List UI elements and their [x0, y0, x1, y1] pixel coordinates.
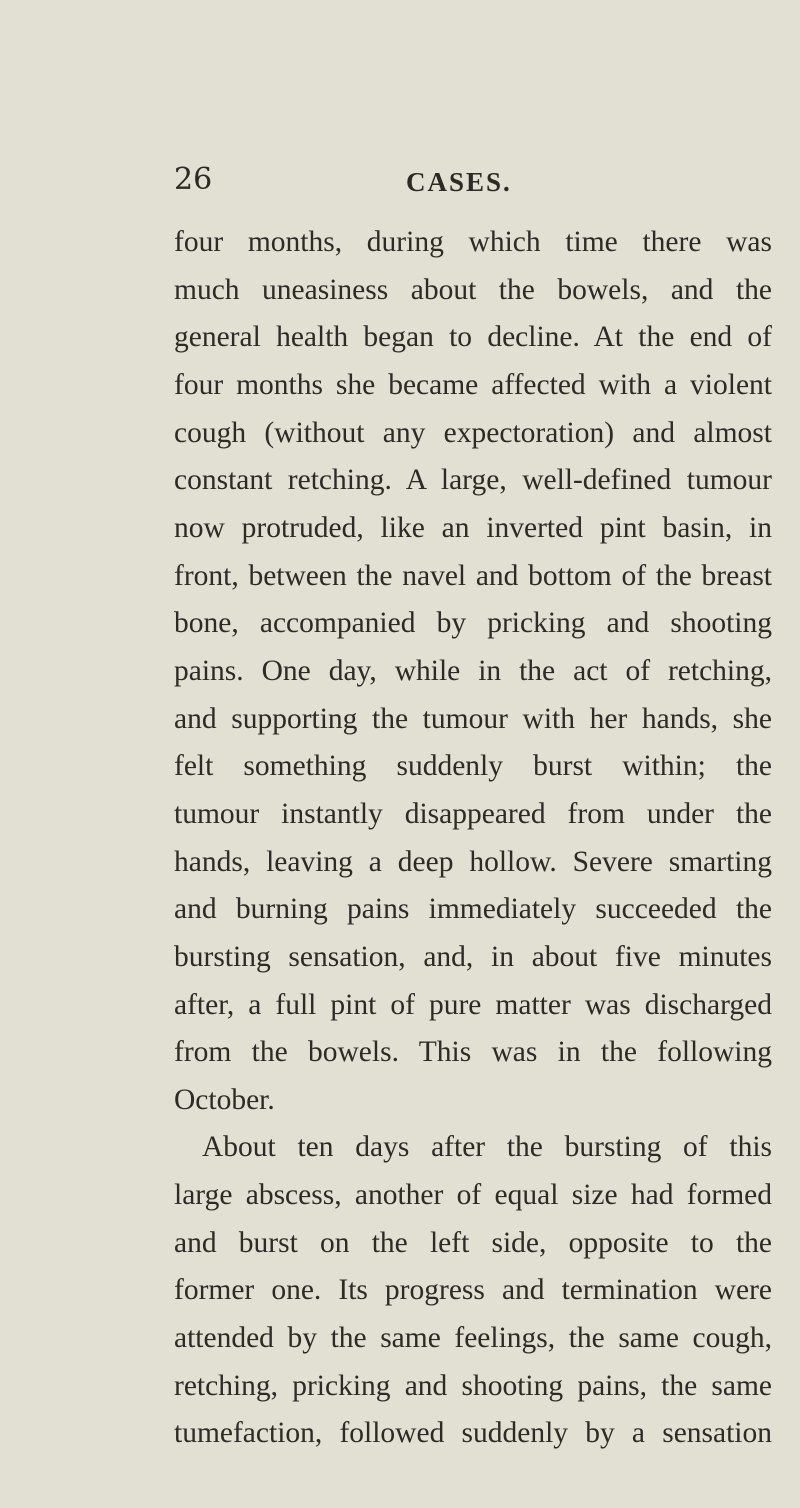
- text-line: October.: [174, 1083, 275, 1116]
- text-line: four months she became affected with a violent: [174, 368, 772, 401]
- body-text: [174, 219, 772, 1458]
- text-line: retching, pricking and shooting pains, the same: [174, 1369, 772, 1402]
- text-line: former one. Its progress and termination were: [174, 1274, 772, 1307]
- paragraph-2: [174, 1124, 772, 1458]
- text-line: after, a full pint of pure matter was discharged: [174, 988, 772, 1021]
- text-line: from the bowels. This was in the following: [174, 1036, 772, 1069]
- page-header: [174, 160, 774, 200]
- text-line: About ten days after the bursting of this: [202, 1131, 772, 1164]
- paragraph-1: [174, 219, 772, 1124]
- text-line: attended by the same feelings, the same cough,: [174, 1322, 772, 1355]
- text-line: and burst on the left side, opposite to the: [174, 1226, 772, 1259]
- text-line: and supporting the tumour with her hands, she: [174, 702, 772, 735]
- text-line: now protruded, like an inverted pint basin, in: [174, 511, 772, 544]
- text-line: and burning pains immediately succeeded the: [174, 893, 772, 926]
- text-line: felt something suddenly burst within; the: [174, 750, 772, 783]
- text-line: general health began to decline. At the end of: [174, 321, 772, 354]
- text-line: much uneasiness about the bowels, and the: [174, 273, 772, 306]
- text-line: pains. One day, while in the act of retching,: [174, 654, 772, 687]
- text-line: constant retching. A large, well-defined tumour: [174, 464, 772, 497]
- text-line: hands, leaving a deep hollow. Severe smarting: [174, 845, 772, 878]
- text-line: front, between the navel and bottom of the breast: [174, 559, 772, 592]
- text-line: tumour instantly disappeared from under the: [174, 797, 772, 830]
- page-number: 26: [174, 162, 213, 197]
- text-line: four months, during which time there was: [174, 226, 772, 258]
- running-head: CASES.: [406, 167, 512, 197]
- text-line: bursting sensation, and, in about five minutes: [174, 940, 772, 973]
- text-line: large abscess, another of equal size had formed: [174, 1179, 772, 1212]
- text-line: tumefaction, followed suddenly by a sensation: [174, 1417, 772, 1450]
- text-line: bone, accompanied by pricking and shooting: [174, 607, 772, 640]
- text-line: cough (without any expectoration) and almost: [174, 416, 772, 449]
